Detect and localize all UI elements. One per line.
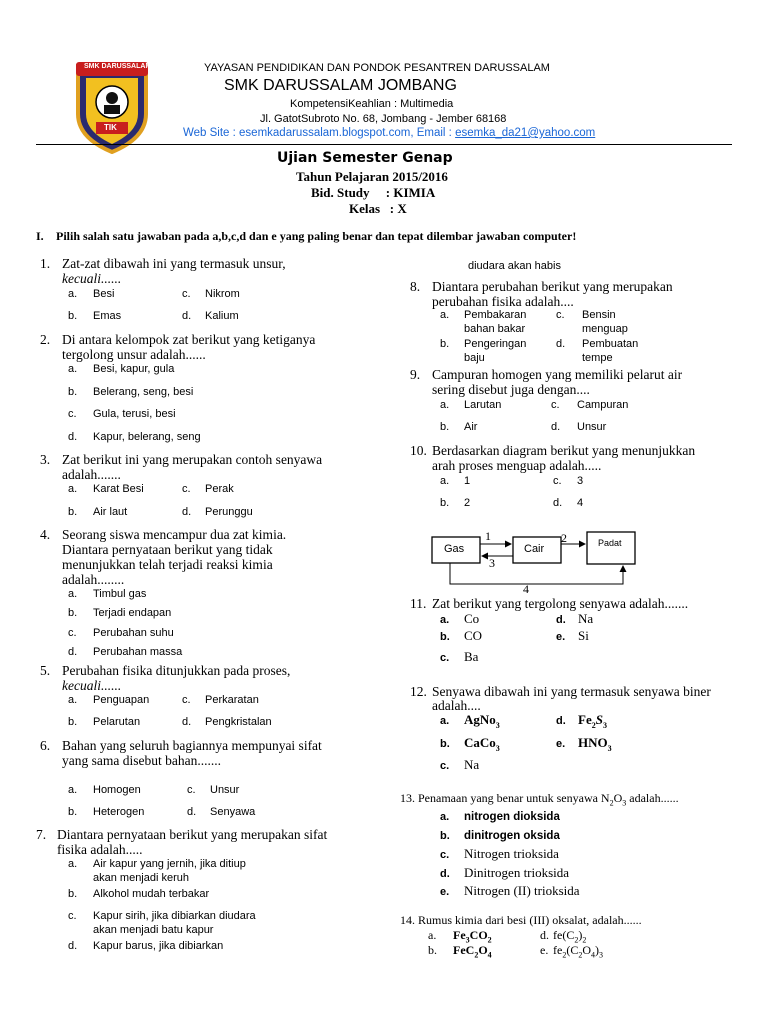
option-text: menguap bbox=[582, 323, 628, 335]
option-a[interactable]: a. 1 bbox=[440, 475, 471, 487]
option-e[interactable] bbox=[540, 943, 603, 959]
option-text: Air laut bbox=[93, 506, 128, 518]
option-a[interactable]: a. AgNo$_3$ bbox=[440, 712, 500, 731]
option-text: 2 bbox=[464, 497, 471, 509]
subscript: 4 bbox=[591, 950, 595, 960]
option-a[interactable]: a. Karat Besi bbox=[68, 483, 144, 495]
option-b[interactable]: b. 2 bbox=[440, 497, 471, 509]
option-b[interactable]: b. Pelarutan bbox=[68, 716, 141, 728]
question-13 bbox=[400, 791, 679, 807]
option-a[interactable] bbox=[428, 928, 492, 944]
option-text: nitrogen dioksida bbox=[464, 811, 560, 823]
option-c[interactable]: c. Perak bbox=[182, 483, 234, 495]
option-text: AgNo bbox=[464, 712, 496, 727]
subscript: 2 bbox=[474, 950, 479, 960]
option-text: Emas bbox=[93, 310, 122, 322]
logo-top-text: SMK DARUSSALAM bbox=[84, 63, 152, 70]
option-c[interactable]: c. Ba bbox=[440, 649, 479, 664]
question-text: Diantara perubahan berikut yang merupakan bbox=[432, 279, 673, 294]
question-number: 5. bbox=[40, 663, 51, 678]
option-text: Besi bbox=[93, 288, 115, 300]
option-text: (C bbox=[566, 943, 579, 957]
option-text: CaCo bbox=[464, 735, 496, 750]
header-rule bbox=[36, 144, 732, 145]
option-text: Kapur sirih, jika dibiarkan diudara bbox=[93, 910, 256, 922]
option-e[interactable]: e. Si bbox=[556, 628, 589, 643]
option-text: Kapur barus, jika dibiarkan bbox=[93, 940, 224, 952]
diagram-label-2: 2 bbox=[561, 531, 567, 545]
question-text: Zat-zat dibawah ini yang termasuk unsur, bbox=[62, 256, 286, 271]
option-text: Belerang, seng, besi bbox=[93, 386, 194, 398]
option-text: baju bbox=[464, 352, 485, 364]
option-text: Na bbox=[464, 757, 480, 772]
option-text: O bbox=[582, 943, 591, 957]
question-text: Campuran homogen yang memiliki pelarut air bbox=[432, 367, 683, 382]
question-number: 12. bbox=[410, 684, 427, 699]
option-c[interactable]: c. Perubahan suhu bbox=[68, 627, 174, 639]
option-text: Pembuatan bbox=[582, 338, 639, 350]
question-number: 4. bbox=[40, 527, 51, 542]
option-text: Larutan bbox=[464, 399, 502, 411]
option-text: S bbox=[595, 712, 603, 727]
option-text: Pembakaran bbox=[464, 309, 527, 321]
question-text: Diantara pernyataan berikut yang tidak bbox=[62, 542, 273, 557]
option-d[interactable]: d. Kapur barus, jika dibiarkan bbox=[68, 940, 224, 952]
option-text: Pengeringan bbox=[464, 338, 527, 350]
option-b[interactable]: b. CO bbox=[440, 628, 483, 643]
question-text: Perubahan fisika ditunjukkan pada proses, bbox=[62, 663, 291, 678]
option-d[interactable]: d. Pengkristalan bbox=[182, 716, 272, 728]
option-a[interactable]: a. Besi bbox=[68, 288, 115, 300]
option-b[interactable]: b. Belerang, seng, besi bbox=[68, 386, 194, 398]
option-a[interactable]: a. Pembakaran bbox=[440, 309, 527, 321]
option-text: 4 bbox=[577, 497, 584, 509]
option-text: CO bbox=[469, 928, 488, 942]
option-text: bahan bakar bbox=[464, 323, 526, 335]
subscript: 2 bbox=[578, 950, 583, 960]
option-b[interactable]: b. dinitrogen oksida bbox=[440, 830, 560, 842]
instruction-text: Pilih salah satu jawaban pada a,b,c,d dan e yang paling benar dan tepat dilembar jawaban computer! bbox=[56, 229, 577, 243]
foundation-name: YAYASAN PENDIDIKAN DAN PONDOK PESANTREN DARUSSALAM bbox=[204, 62, 550, 74]
question-number: 13. bbox=[400, 791, 415, 805]
question-number: 11. bbox=[410, 596, 427, 611]
option-c[interactable]: c. Perkaratan bbox=[182, 694, 259, 706]
question-text: Senyawa dibawah ini yang termasuk senyawa biner bbox=[432, 684, 711, 699]
option-c[interactable]: c. Nitrogen trioksida bbox=[440, 846, 559, 861]
option-d[interactable]: d. Dinitrogen trioksida bbox=[440, 865, 570, 880]
question-text: tergolong unsur adalah...... bbox=[62, 347, 206, 362]
subscript: 3 bbox=[495, 744, 500, 754]
question-text: Diantara pernyataan berikut yang merupakan sifat bbox=[57, 827, 328, 842]
logo-bottom-text: TIK bbox=[104, 123, 117, 132]
question-text: O bbox=[613, 791, 623, 805]
question-text: Zat berikut yang tergolong senyawa adalah....... bbox=[432, 596, 689, 611]
option-text: fe(C bbox=[553, 928, 575, 942]
option-d[interactable]: d. Pembuatan bbox=[556, 338, 639, 350]
subscript: 3 bbox=[465, 935, 470, 945]
option-text: Fe bbox=[578, 712, 592, 727]
question-text: arah proses menguap adalah..... bbox=[432, 458, 602, 473]
option-a[interactable]: a. Air kapur yang jernih, jika ditiup bbox=[68, 858, 246, 870]
competency: KompetensiKeahlian : Multimedia bbox=[290, 98, 454, 110]
option-d[interactable] bbox=[540, 928, 586, 944]
diagram-label-1: 1 bbox=[485, 529, 491, 543]
email-link[interactable]: esemka_da21@yahoo.com bbox=[455, 127, 596, 139]
option-c[interactable]: c. Na bbox=[440, 757, 480, 772]
continuation-text: diudara akan habis bbox=[468, 260, 561, 272]
option-text: Perunggu bbox=[205, 506, 253, 518]
exam-year: Tahun Pelajaran 2015/2016 bbox=[296, 169, 448, 184]
question-number: 14. bbox=[400, 913, 415, 927]
option-text: Campuran bbox=[577, 399, 629, 411]
question-text: Penamaan yang benar untuk senyawa N bbox=[418, 791, 610, 805]
question-text: Zat berikut ini yang merupakan contoh senyawa bbox=[62, 452, 323, 467]
option-d[interactable]: d. Perubahan massa bbox=[68, 646, 183, 658]
address: Jl. GatotSubroto No. 68, Jombang - Jember 68168 bbox=[260, 113, 507, 125]
option-text: Kapur, belerang, seng bbox=[93, 431, 201, 443]
subscript: 3 bbox=[622, 798, 627, 808]
option-text: Na bbox=[578, 611, 594, 626]
option-text: Unsur bbox=[577, 421, 607, 433]
option-b[interactable]: b. Emas bbox=[68, 310, 122, 322]
option-a[interactable]: a. Penguapan bbox=[68, 694, 150, 706]
question-text: Berdasarkan diagram berikut yang menunjukkan bbox=[432, 443, 696, 458]
subscript: 3 bbox=[599, 950, 603, 960]
option-text: fe bbox=[553, 943, 563, 957]
option-c[interactable]: c. Gula, terusi, besi bbox=[68, 408, 176, 420]
option-c[interactable]: c. Bensin bbox=[556, 309, 616, 321]
option-b[interactable] bbox=[428, 943, 492, 959]
subscript: 3 bbox=[602, 721, 607, 731]
instruction-number: I. bbox=[36, 229, 44, 243]
option-text: Karat Besi bbox=[93, 483, 144, 495]
option-text: Pengkristalan bbox=[205, 716, 272, 728]
question-text: adalah...... bbox=[626, 791, 679, 805]
subscript: 2 bbox=[582, 935, 587, 945]
option-text: Si bbox=[578, 628, 589, 643]
exam-title: Ujian Semester Genap bbox=[277, 150, 453, 166]
question-text: Bahan yang seluruh bagiannya mempunyai sifat bbox=[62, 738, 322, 753]
school-name: SMK DARUSSALAM JOMBANG bbox=[224, 77, 457, 94]
diagram-gas: Gas bbox=[444, 543, 465, 555]
question-text: Seorang siswa mencampur dua zat kimia. bbox=[62, 527, 287, 542]
question-text: Di antara kelompok zat berikut yang ketiganya bbox=[62, 332, 316, 347]
diagram-label-4: 4 bbox=[523, 582, 529, 596]
option-text: Perak bbox=[205, 483, 234, 495]
exam-subject: Bid. Study : KIMIA bbox=[311, 185, 436, 200]
option-text: FeC bbox=[453, 943, 475, 957]
option-a[interactable]: a. Homogen bbox=[68, 784, 141, 796]
option-label: a. bbox=[428, 928, 437, 942]
option-c[interactable]: c. Unsur bbox=[187, 784, 240, 796]
option-text: Alkohol mudah terbakar bbox=[93, 888, 210, 900]
option-a[interactable]: a. Co bbox=[440, 611, 480, 626]
option-text: 1 bbox=[464, 475, 471, 487]
option-text: Pelarutan bbox=[93, 716, 141, 728]
subscript: 3 bbox=[495, 721, 500, 731]
question-number: 9. bbox=[410, 367, 421, 382]
question-text: kecuali...... bbox=[62, 271, 122, 286]
option-text: Senyawa bbox=[210, 806, 256, 818]
question-number: 3. bbox=[40, 452, 51, 467]
option-b[interactable]: b. Alkohol mudah terbakar bbox=[68, 888, 210, 900]
option-text: Air bbox=[464, 421, 478, 433]
subscript: 2 bbox=[591, 721, 596, 731]
website-text: Web Site : esemkadarussalam.blogspot.com, Email : bbox=[183, 127, 456, 139]
diagram-padat: Padat bbox=[598, 538, 622, 548]
option-b[interactable]: b. Terjadi endapan bbox=[68, 607, 172, 619]
option-text: Air kapur yang jernih, jika ditiup bbox=[93, 858, 246, 870]
option-label: e. bbox=[540, 943, 549, 957]
exam-class: Kelas : X bbox=[349, 201, 407, 216]
option-d[interactable]: d. 4 bbox=[553, 497, 584, 509]
option-b[interactable]: b. Air laut bbox=[68, 506, 128, 518]
option-text: HNO bbox=[578, 735, 608, 750]
option-text: Besi, kapur, gula bbox=[93, 363, 175, 375]
option-b[interactable]: b. CaCo$_3$ bbox=[440, 735, 500, 754]
option-text: Ba bbox=[464, 649, 479, 664]
question-text: perubahan fisika adalah.... bbox=[432, 294, 574, 309]
option-text: Unsur bbox=[210, 784, 240, 796]
option-text: Perkaratan bbox=[205, 694, 259, 706]
question-text: kecuali...... bbox=[62, 678, 122, 693]
option-text: Kalium bbox=[205, 310, 239, 322]
option-c[interactable]: c. 3 bbox=[553, 475, 584, 487]
option-b[interactable]: b. Air bbox=[440, 421, 478, 433]
option-label: b. bbox=[428, 943, 437, 957]
option-text: tempe bbox=[582, 352, 613, 364]
option-c[interactable]: c. Kapur sirih, jika dibiarkan diudara bbox=[68, 910, 256, 922]
option-d[interactable]: d. Kalium bbox=[182, 310, 239, 322]
option-label: d. bbox=[540, 928, 549, 942]
option-b[interactable]: b. Heterogen bbox=[68, 806, 145, 818]
school-logo bbox=[70, 58, 154, 154]
option-text: akan menjadi batu kapur bbox=[93, 924, 214, 936]
option-text: akan menjadi keruh bbox=[93, 872, 190, 884]
option-text: Penguapan bbox=[93, 694, 150, 706]
question-text: adalah....... bbox=[62, 467, 121, 482]
option-text: 3 bbox=[577, 475, 584, 487]
question-text: Rumus kimia dari besi (III) oksalat, adalah...... bbox=[418, 913, 642, 927]
phase-diagram bbox=[430, 528, 640, 596]
option-d[interactable]: d. Senyawa bbox=[187, 806, 256, 818]
option-text: CO bbox=[464, 628, 483, 643]
question-text: sering disebut juga dengan.... bbox=[432, 382, 590, 397]
option-text: Gula, terusi, besi bbox=[93, 408, 176, 420]
question-number: 8. bbox=[410, 279, 421, 294]
question-number: 6. bbox=[40, 738, 51, 753]
option-a[interactable]: a. Besi, kapur, gula bbox=[68, 363, 175, 375]
option-text: O bbox=[478, 943, 488, 957]
question-text: fisika adalah..... bbox=[57, 842, 143, 857]
option-a[interactable]: a. nitrogen dioksida bbox=[440, 811, 560, 823]
option-a[interactable]: a. Timbul gas bbox=[68, 588, 147, 600]
option-text: Fe bbox=[453, 928, 466, 942]
option-text: ) bbox=[595, 943, 599, 957]
question-number: 10. bbox=[410, 443, 427, 458]
subscript: 4 bbox=[487, 950, 492, 960]
option-d[interactable]: d. Na bbox=[556, 611, 594, 626]
option-text: Nitrogen trioksida bbox=[464, 846, 559, 861]
option-text: Perubahan massa bbox=[93, 646, 183, 658]
option-text: Timbul gas bbox=[93, 588, 147, 600]
option-d[interactable]: d. Unsur bbox=[551, 421, 607, 433]
diagram-label-3: 3 bbox=[489, 556, 495, 570]
option-e[interactable]: e. Nitrogen (II) trioksida bbox=[440, 883, 580, 898]
option-text: Nitrogen (II) trioksida bbox=[464, 883, 580, 898]
contact-line bbox=[183, 127, 595, 139]
option-text: dinitrogen oksida bbox=[464, 830, 560, 842]
option-c[interactable]: c. Nikrom bbox=[182, 288, 240, 300]
question-text: adalah........ bbox=[62, 572, 125, 587]
option-e[interactable]: e. $HNO_3$ bbox=[556, 735, 612, 754]
question-text: menunjukkan telah terjadi reaksi kimia bbox=[62, 557, 273, 572]
option-d[interactable]: d. $Fe_2S_3$ bbox=[556, 712, 607, 731]
option-text: Heterogen bbox=[93, 806, 145, 818]
subscript: 2 bbox=[487, 935, 492, 945]
option-text: ) bbox=[578, 928, 583, 942]
question-14 bbox=[400, 913, 642, 928]
option-text: Perubahan suhu bbox=[93, 627, 174, 639]
subscript: 2 bbox=[609, 798, 614, 808]
question-number: 1. bbox=[40, 256, 51, 271]
subscript: 2 bbox=[562, 950, 567, 960]
option-text: Homogen bbox=[93, 784, 141, 796]
option-text: Bensin bbox=[582, 309, 616, 321]
diagram-cair: Cair bbox=[524, 543, 545, 555]
option-b[interactable]: b. Pengeringan bbox=[440, 338, 527, 350]
question-text: yang sama disebut bahan....... bbox=[62, 753, 221, 768]
question-text: adalah.... bbox=[432, 698, 481, 713]
option-text: Co bbox=[464, 611, 480, 626]
question-number: 2. bbox=[40, 332, 51, 347]
option-d[interactable]: d. Kapur, belerang, seng bbox=[68, 431, 201, 443]
question-number: 7. bbox=[36, 827, 47, 842]
option-text: Dinitrogen trioksida bbox=[464, 865, 570, 880]
option-text: Nikrom bbox=[205, 288, 240, 300]
subscript: 3 bbox=[607, 744, 612, 754]
option-a[interactable]: a. Larutan bbox=[440, 399, 502, 411]
subscript: 2 bbox=[574, 935, 579, 945]
option-c[interactable]: c. Campuran bbox=[551, 399, 629, 411]
option-text: Terjadi endapan bbox=[93, 607, 172, 619]
option-d[interactable]: d. Perunggu bbox=[182, 506, 253, 518]
